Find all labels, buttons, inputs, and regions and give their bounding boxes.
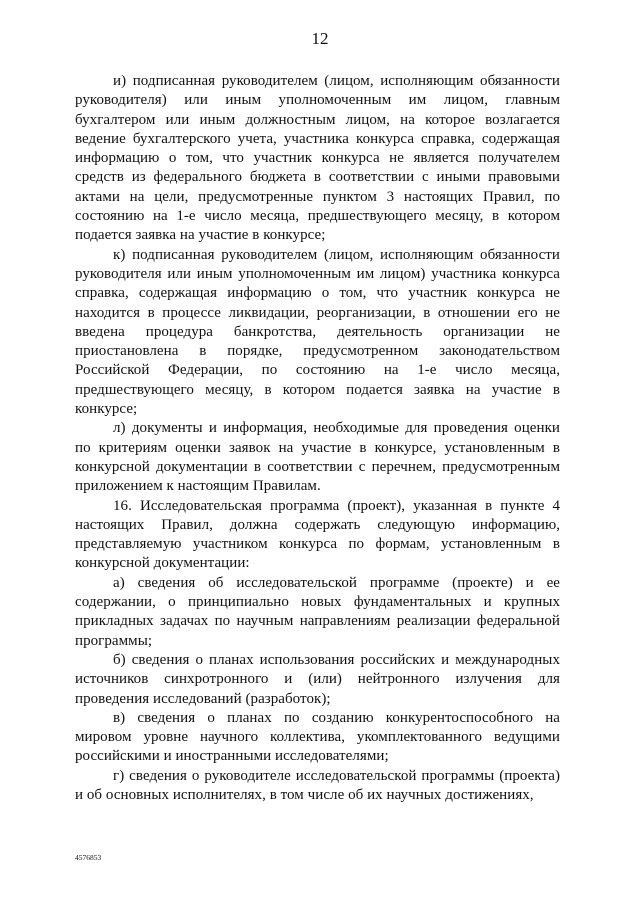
paragraph-section-16: 16. Исследовательская программа (проект), указанная в пункте 4 настоящих Правил, должна содержать следующую информацию, представляемую участником конкурса по формам, установленным в конкурсной документации: [75, 497, 560, 572]
document-body [75, 72, 560, 805]
page-number: 12 [311, 29, 329, 48]
paragraph-item-k: к) подписанная руководителем (лицом, исполняющим обязанности руководителя или иным уполномоченным им лицом) участника конкурса справка, содержащая информацию о том, что участник конкурса не находится в процессе ликвидации, реорганизации, в отношении его не введена процедура банкротства, деятельность организации не приостановлена в порядке, предусмотренном законодательством Российской Федерации, по состоянию на 1-е число месяца, предшествующего месяцу, в котором подается заявка на участие в конкурсе; [75, 246, 560, 418]
paragraph-item-a: а) сведения об исследовательской программе (проекте) и ее содержании, о принципиально новых фундаментальных и крупных прикладных задачах по научным направлениям реализации федеральной программы; [75, 574, 560, 649]
paragraph-item-i: и) подписанная руководителем (лицом, исполняющим обязанности руководителя) или иным уполномоченным им лицом, главным бухгалтером или иным должностным лицом, на которое возлагается ведение бухгалтерского учета, участника конкурса справка, содержащая информацию о том, что участник конкурса не является получателем средств из федерального бюджета в соответствии с иными правовыми актами на цели, предусмотренные пунктом 3 настоящих Правил, по состоянию на 1-е число месяца, предшествующего месяцу, в котором подается заявка на участие в конкурсе; [75, 73, 560, 244]
paragraph-item-l: л) документы и информация, необходимые для проведения оценки по критериям оценки заявок на участие в конкурсе, установленным в конкурсной документации в соответствии с перечнем, предусмотренным приложением к настоящим Правилам. [75, 420, 560, 495]
document-id: 4576853 [75, 853, 102, 862]
paragraph-item-v: в) сведения о планах по созданию конкурентоспособного на мировом уровне научного коллектива, укомплектованного ведущими российскими и иностранными исследователями; [75, 709, 560, 765]
paragraph-item-g: г) сведения о руководителе исследовательской программы (проекта) и об основных исполнителях, в том числе об их научных достижениях, [75, 767, 560, 803]
paragraph-item-b: б) сведения о планах использования российских и международных источников синхротронного и (или) нейтронного излучения для проведения исследований (разработок); [75, 651, 560, 707]
